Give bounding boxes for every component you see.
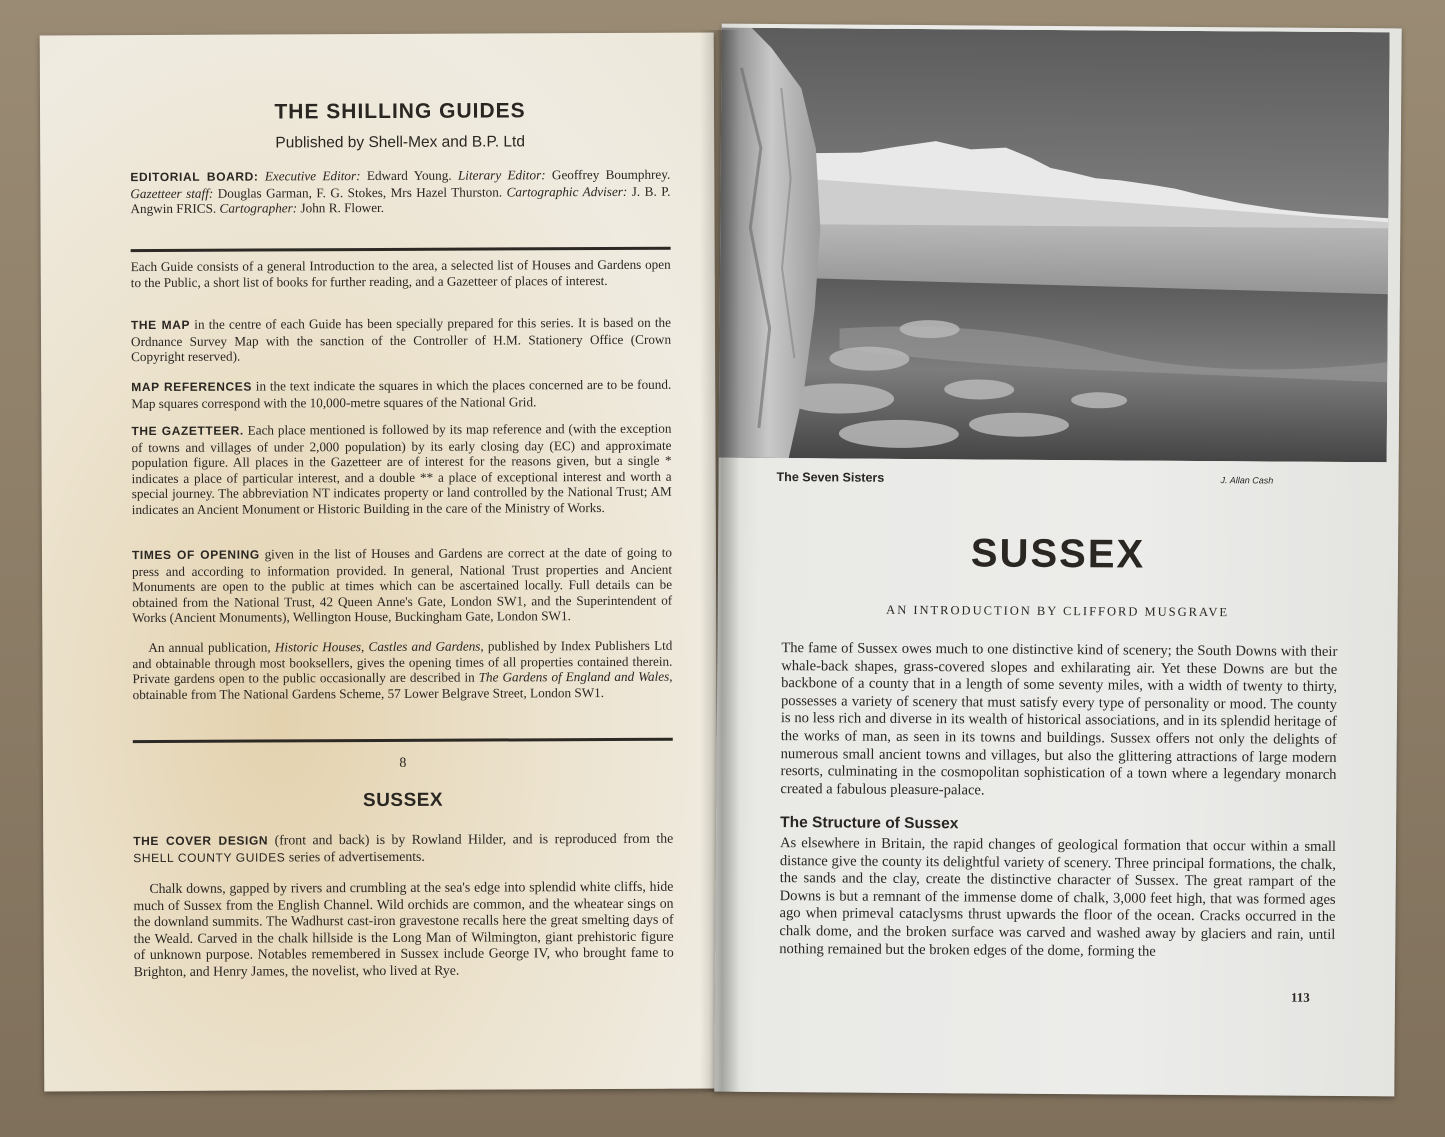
editorial-role: Cartographer: <box>219 200 298 216</box>
divider-rule <box>133 738 673 743</box>
introduction-byline: AN INTRODUCTION BY CLIFFORD MUSGRAVE <box>886 602 1230 620</box>
map-references-text: in the text indicate the squares in which the places concerned are to be found. Map squares correspond with the 10,000-metre squares of the National Grid. <box>131 376 672 411</box>
editorial-name: J. B. P. Angwin FRICS. <box>130 183 671 217</box>
times-of-opening-paragraph <box>132 545 672 626</box>
editorial-role: Gazetteer staff: <box>130 185 214 201</box>
gazetteer-paragraph <box>131 421 671 518</box>
editorial-name: John R. Flower. <box>297 200 385 216</box>
section-title: SUSSEX <box>362 789 444 812</box>
seven-sisters-photo <box>719 28 1390 463</box>
chapter-title: SUSSEX <box>970 531 1146 577</box>
annual-text: , obtainable from The National Gardens Scheme, 57 Lower Belgrave Street, London SW1. <box>132 668 673 702</box>
cover-design-label: THE COVER DESIGN <box>133 833 269 849</box>
section-heading: The Structure of Sussex <box>780 814 959 833</box>
publisher-line: Published by Shell-Mex and B.P. Ltd <box>275 133 526 152</box>
editorial-name: Geoffrey Boumphrey. <box>545 166 671 183</box>
map-text: in the centre of each Guide has been specially prepared for this series. It is based on the Ordnance Survey Map with the sanction of the Controller of H.M. Stationery Office (Crown Copyright reserved). <box>131 314 672 365</box>
chalk-downs-paragraph: Chalk downs, gapped by rivers and crumbling at the sea's edge into splendid white cliffs, hide much of Sussex from the English Channel. Wild orchids are common, and the wheatear sings on the downland summits. The Wadhurst cast-iron gravestone recalls here the great smelting days of the Weald. Carved in the chalk hillside is the Long Man of Wilmington, giant prehistoric figure of unknown purpose. Notables remembered in Sussex include George IV, who brought fame to Brighton, and Henry James, the novelist, who lived at Rye. <box>133 878 674 980</box>
cover-design-text: series of advertisements. <box>285 848 425 864</box>
divider-rule <box>131 247 671 252</box>
editorial-role: Cartographic Adviser: <box>506 183 628 200</box>
editorial-name: Edward Young. <box>360 167 458 184</box>
editorial-board-paragraph <box>130 167 670 217</box>
guide-contents-paragraph: Each Guide consists of a general Introduction to the area, a selected list of Houses and Gardens open to the Public, a short list of books for further reading, and a Gazetteer of places of interest. <box>130 256 671 290</box>
page-number: 113 <box>1290 989 1310 1005</box>
cliff-landscape-image <box>719 28 1390 463</box>
left-page <box>40 33 719 1092</box>
structure-paragraph: As elsewhere in Britain, the rapid changes of geological formation that occur within a small distance give the county its delightful variety of scenery. Three principal formations, the chalk, the sands and the clay, create the distinctive character of Sussex. The great rampart of the Downs is but a remnant of the immense dome of chalk, 3,000 feet high, that was formed ages ago when primeval cataclysms thrust upwards the floor of the ocean. Cracks occurred in the chalk dome, and the broken surface was carved and washed away by glaciers and rain, until nothing remained but the broken edges of the dome, forming the <box>779 835 1337 960</box>
times-of-opening-text: given in the list of Houses and Gardens are correct at the date of going to press and according to information provided. In general, National Trust properties and Ancient Monuments are open to the public at times which can be ascertained locally. Full details can be obtained from the National Trust, 42 Queen Anne's Gate, London SW1, and the Superintendent of Works (Ancient Monuments), Wellington House, Buckingham Gate, London SW1. <box>132 544 673 626</box>
cover-design-text: (front and back) is by Rowland Hilder, and is reproduced from the <box>268 830 674 848</box>
map-paragraph <box>131 315 671 365</box>
cover-design-paragraph <box>133 831 673 866</box>
map-references-label: MAP REFERENCES <box>131 379 252 395</box>
book-title: Historic Houses, Castles and Gardens <box>274 638 481 655</box>
book-title: The Gardens of England and Wales <box>478 668 670 685</box>
right-page <box>714 24 1401 1097</box>
gazetteer-label: THE GAZETTEER. <box>131 423 244 439</box>
times-of-opening-label: TIMES OF OPENING <box>131 547 260 563</box>
editorial-name: Douglas Garman, F. G. Stokes, Mrs Hazel Thurston. <box>213 184 507 201</box>
map-references-paragraph <box>131 377 671 412</box>
series-name: SHELL COUNTY GUIDES <box>133 849 286 865</box>
editorial-role: Literary Editor: <box>457 167 546 183</box>
map-label: THE MAP <box>130 317 191 333</box>
editorial-role: Executive Editor: <box>264 168 361 184</box>
gazetteer-text: Each place mentioned is followed by its map reference and (with the exception of towns and villages of under 2,000 population) by its early closing day (EC) and approximate population figure. All places in the Gazetteer are of interest for the reasons given, but a single * indicates a place of particular interest, and a double ** a place of exceptional interest and worth a special journey. The abbreviation NT indicates property or land controlled by the National Trust; AM indicates an Ancient Monument or Historic Building in the care of the Ministry of Works. <box>131 420 672 518</box>
fame-of-sussex-paragraph: The fame of Sussex owes much to one distinctive kind of scenery; the South Downs with their whale-back shapes, grass-covered slopes and exhilarating air. Yet these Downs are but the backbone of a county that in a length of some seventy miles, with a width of twenty to thirty, possesses a variety of scenery that must satisfy every type of personality or mood. The county is no less rich and diverse in its wealth of historical associations, and in its splendid heritage of the works of man, as seen in its towns and buildings. Sussex offers not only the delights of numerous small ancient towns and villages, but also the glittering attractions of large modern resorts, culminating in the cosmopolitan sophistication of a town where a legendary monarch created a fabulous pleasure-palace. <box>780 640 1338 799</box>
annual-text: , published by Index Publishers Ltd and obtainable through most booksellers, gives the opening times of all properties contained therein. Private gardens open to the public occasionally are described in <box>132 637 673 687</box>
annual-text: An annual publication, <box>148 639 275 656</box>
annual-publication-paragraph <box>132 638 672 703</box>
photo-credit: J. Allan Cash <box>1220 475 1274 486</box>
editorial-board-label: EDITORIAL BOARD: <box>130 169 259 185</box>
page-number: 8 <box>399 755 407 771</box>
photo-caption: The Seven Sisters <box>776 470 885 485</box>
series-title: THE SHILLING GUIDES <box>274 99 526 124</box>
